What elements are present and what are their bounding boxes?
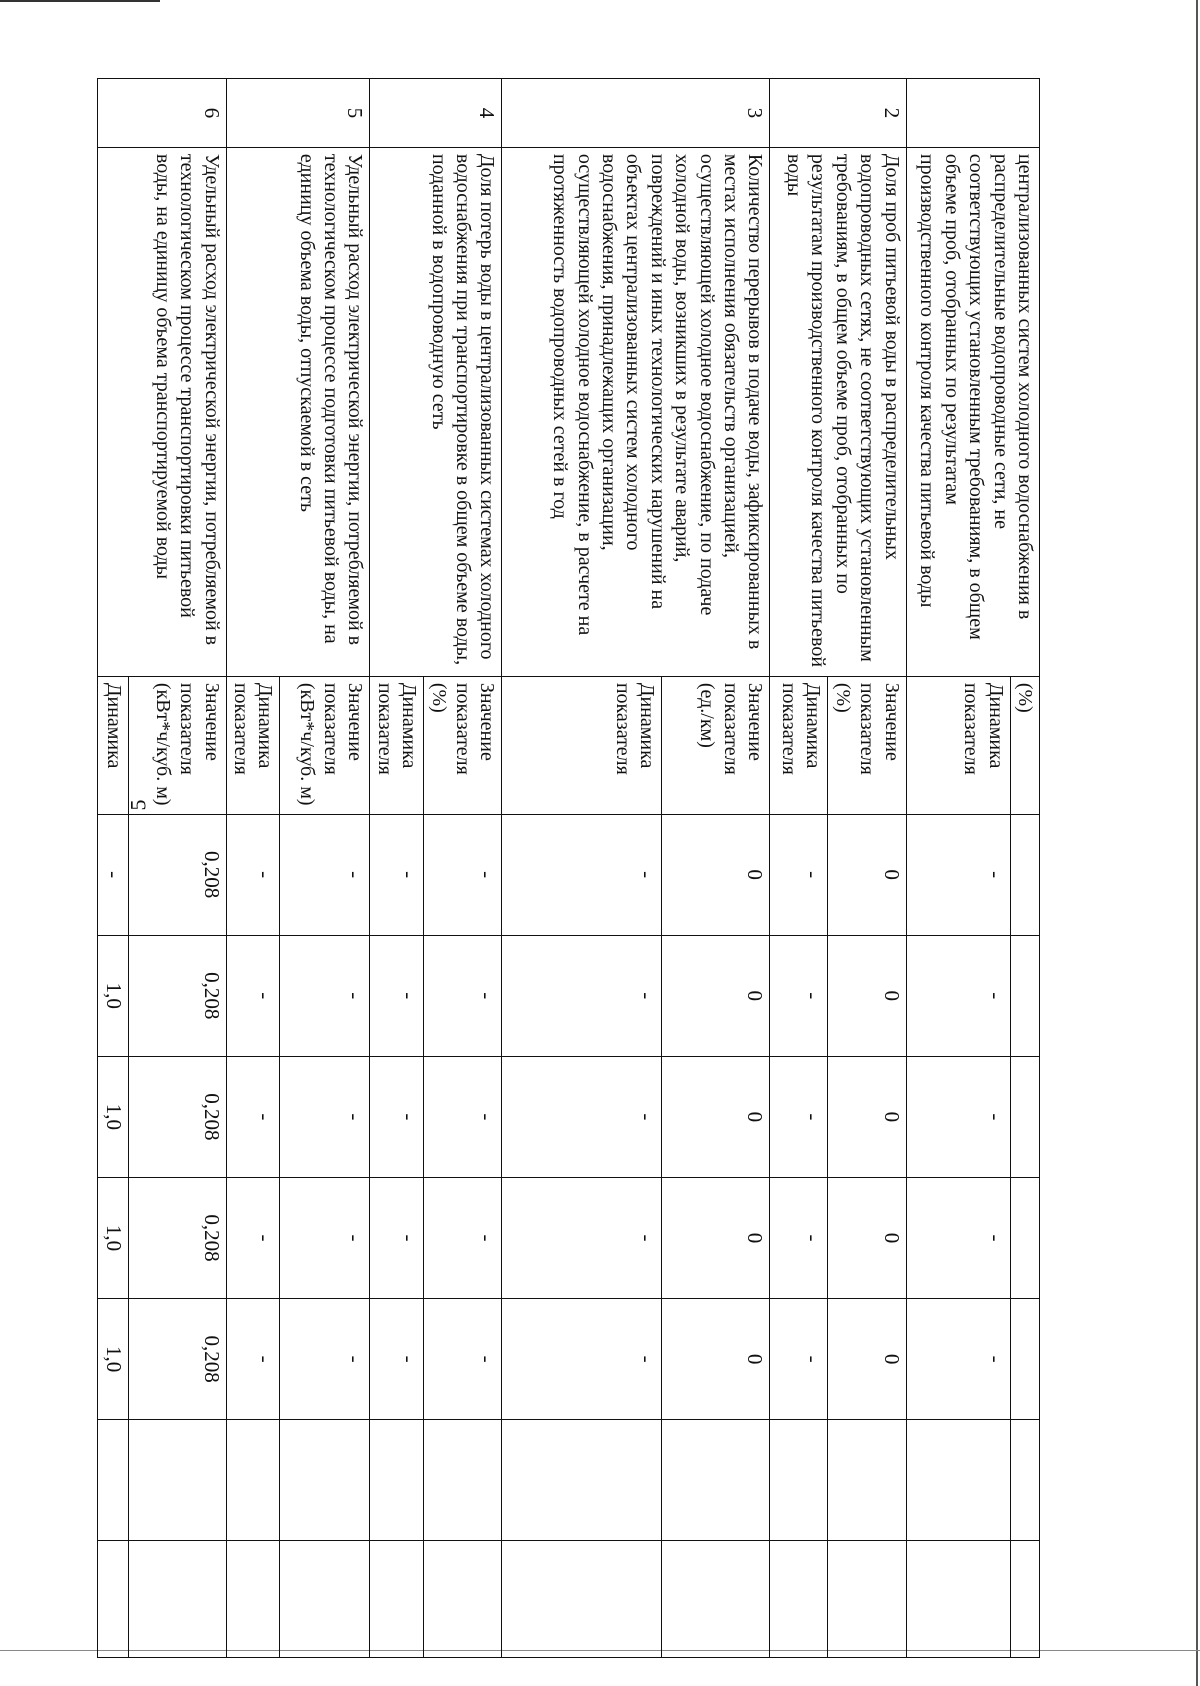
value-cell: - — [226, 1056, 280, 1177]
value-cell: 1,0 — [98, 1056, 129, 1177]
page-number: 5 — [125, 799, 151, 811]
indicator-type: Значение показателя (%) — [424, 676, 502, 814]
value-cell: 1,0 — [98, 1299, 129, 1420]
empty-cell — [280, 1420, 370, 1541]
indicator-type: Динамика показателя — [770, 676, 828, 814]
value-cell: - — [502, 1299, 662, 1420]
value-cell: 0 — [662, 1177, 770, 1298]
table-body — [98, 79, 1040, 1658]
row-number: 5 — [226, 79, 370, 148]
empty-cell — [502, 1420, 662, 1541]
row-number: 3 — [502, 79, 770, 148]
value-cell: - — [280, 1177, 370, 1298]
row-number: 6 — [98, 79, 227, 148]
value-cell: - — [370, 935, 424, 1056]
value-cell: - — [98, 814, 129, 935]
value-cell: 0 — [828, 814, 906, 935]
value-cell — [1010, 1299, 1039, 1420]
value-cell — [1010, 1056, 1039, 1177]
value-cell — [1010, 814, 1039, 935]
indicator-type: Динамика — [98, 676, 129, 814]
rotated-page — [101, 78, 1040, 1658]
value-cell — [1010, 1177, 1039, 1298]
value-cell: 0,208 — [128, 935, 226, 1056]
empty-cell — [280, 1541, 370, 1658]
value-cell: 0 — [828, 1177, 906, 1298]
value-cell: - — [770, 1299, 828, 1420]
empty-cell — [828, 1420, 906, 1541]
value-cell: - — [280, 935, 370, 1056]
empty-cell — [98, 1420, 129, 1541]
empty-cell — [662, 1541, 770, 1658]
empty-cell — [906, 1420, 1010, 1541]
row-number: 4 — [370, 79, 502, 148]
value-cell: - — [280, 814, 370, 935]
value-cell: 0,208 — [128, 1177, 226, 1298]
value-cell: 0,208 — [128, 1056, 226, 1177]
empty-cell — [1010, 1541, 1039, 1658]
value-cell: - — [424, 814, 502, 935]
value-cell: - — [906, 1056, 1010, 1177]
value-cell: - — [424, 935, 502, 1056]
empty-cell — [1010, 1420, 1039, 1541]
value-cell: 0 — [662, 1056, 770, 1177]
value-cell: 0,208 — [128, 1299, 226, 1420]
value-cell: 0 — [828, 1056, 906, 1177]
value-cell: 0 — [662, 1299, 770, 1420]
value-cell: 0 — [828, 935, 906, 1056]
indicator-type: Динамика показателя — [370, 676, 424, 814]
value-cell: - — [226, 935, 280, 1056]
empty-cell — [662, 1420, 770, 1541]
empty-cell — [370, 1420, 424, 1541]
indicator-description: Доля проб питьевой воды в распределительных водопроводных сетях, не соответствующих установленным требованиям, в общем объеме проб, отобранных по результатам производственного контроля качества питьевой воды — [770, 147, 906, 676]
sheet-edge — [1196, 0, 1198, 1686]
indicator-type: Значение показателя (кВт*ч/куб. м) — [128, 676, 226, 814]
value-cell: - — [370, 1177, 424, 1298]
value-cell: - — [424, 1177, 502, 1298]
value-cell: 1,0 — [98, 935, 129, 1056]
indicator-description: Удельный расход электрической энергии, потребляемой в технологическом процессе транспортировки питьевой воды, на единицу объема транспортируемой воды — [98, 147, 227, 676]
value-cell: - — [226, 814, 280, 935]
value-cell: - — [226, 1299, 280, 1420]
empty-cell — [906, 1541, 1010, 1658]
table-row — [280, 79, 370, 1658]
empty-cell — [828, 1541, 906, 1658]
value-cell: - — [906, 814, 1010, 935]
value-cell: - — [770, 1177, 828, 1298]
value-cell: - — [502, 1177, 662, 1298]
value-cell: 0 — [662, 814, 770, 935]
table-row — [1010, 79, 1039, 1658]
empty-cell — [128, 1541, 226, 1658]
value-cell: - — [370, 814, 424, 935]
indicator-type: Динамика показателя — [226, 676, 280, 814]
empty-cell — [424, 1420, 502, 1541]
table-row — [828, 79, 906, 1658]
value-cell: - — [424, 1056, 502, 1177]
indicator-type: Динамика показателя — [502, 676, 662, 814]
indicators-table — [97, 78, 1040, 1658]
indicator-type: Значение показателя (кВт*ч/куб. м) — [280, 676, 370, 814]
indicator-description: Удельный расход электрической энергии, потребляемой в технологическом процессе подготовки питьевой воды, на единицу объема воды, отпускаемой в сеть — [226, 147, 370, 676]
value-cell — [1010, 935, 1039, 1056]
indicator-type: Значение показателя (%) — [828, 676, 906, 814]
value-cell: - — [226, 1177, 280, 1298]
value-cell: - — [280, 1056, 370, 1177]
empty-cell — [770, 1541, 828, 1658]
value-cell: - — [370, 1299, 424, 1420]
value-cell: - — [770, 935, 828, 1056]
value-cell: 0 — [828, 1299, 906, 1420]
indicator-description: Количество перерывов в подаче воды, зафиксированных в местах исполнения обязательств организацией, осуществляющей холодное водоснабжение, по подаче холодной воды, возникших в результате аварий, повреждений и иных технологических нарушений на объектах централизованных систем холодного водоснабжения, принадлежащих организации, осуществляющей холодное водоснабжение, в расчете на протяженность водопроводных сетей в год — [502, 147, 770, 676]
value-cell: - — [280, 1299, 370, 1420]
value-cell: - — [370, 1056, 424, 1177]
indicator-type: Значение показателя (ед./км) — [662, 676, 770, 814]
empty-cell — [226, 1541, 280, 1658]
indicator-description: Доля потерь воды в централизованных системах холодного водоснабжения при транспортировке в общем объеме воды, поданной в водопроводную сеть — [370, 147, 502, 676]
table-row — [128, 79, 226, 1658]
value-cell: - — [906, 1177, 1010, 1298]
value-cell: - — [424, 1299, 502, 1420]
table-row — [424, 79, 502, 1658]
value-cell: - — [502, 935, 662, 1056]
value-cell: 0 — [662, 935, 770, 1056]
empty-cell — [770, 1420, 828, 1541]
value-cell: - — [770, 814, 828, 935]
indicator-type: Динамика показателя — [906, 676, 1010, 814]
empty-cell — [424, 1541, 502, 1658]
value-cell: 1,0 — [98, 1177, 129, 1298]
empty-cell — [370, 1541, 424, 1658]
value-cell: - — [502, 1056, 662, 1177]
empty-cell — [502, 1541, 662, 1658]
value-cell: - — [502, 814, 662, 935]
value-cell: - — [906, 1299, 1010, 1420]
empty-cell — [128, 1420, 226, 1541]
empty-cell — [98, 1541, 129, 1658]
indicator-type: (%) — [1010, 676, 1039, 814]
value-cell: - — [906, 935, 1010, 1056]
row-number: 2 — [770, 79, 906, 148]
value-cell: - — [770, 1056, 828, 1177]
indicator-description: централизованных систем холодного водоснабжения в распределительные водопроводные сети, не соответствующих установленным требованиям, в общем объеме проб, отобранных по результатам производственного контроля качества питьевой воды — [906, 147, 1039, 676]
table-row — [662, 79, 770, 1658]
value-cell: 0,208 — [128, 814, 226, 935]
empty-cell — [226, 1420, 280, 1541]
scan-edge-top — [0, 0, 160, 2]
row-number — [906, 79, 1039, 148]
